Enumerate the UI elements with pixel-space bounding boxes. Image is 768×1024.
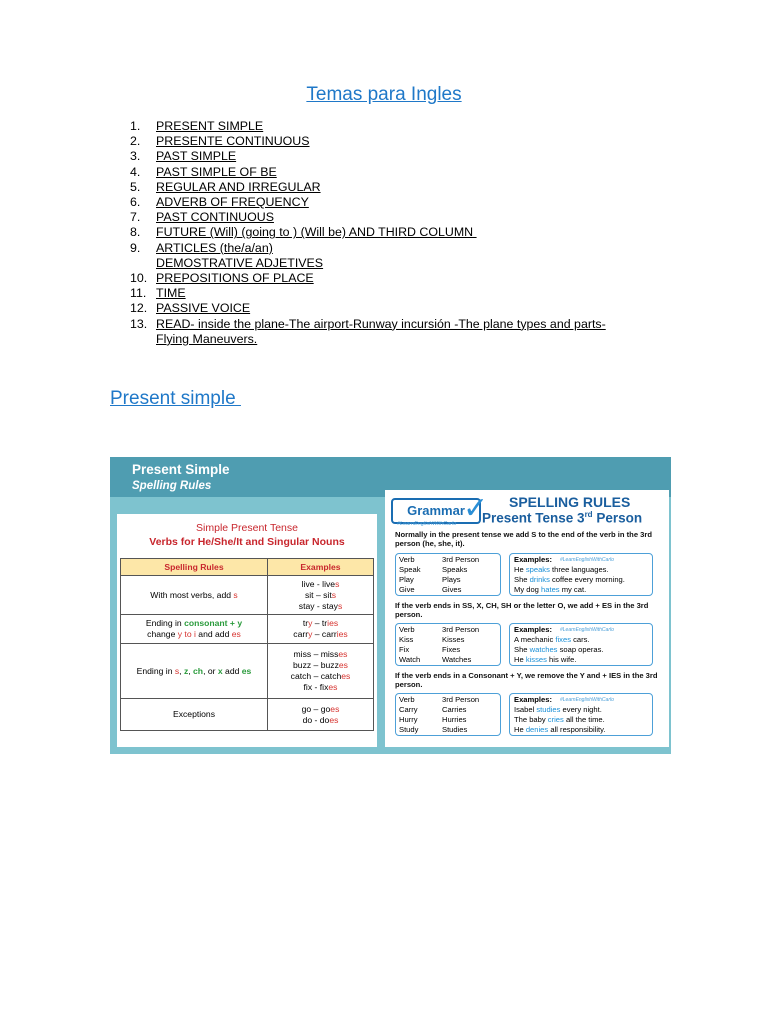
- rule-cell: Ending in consonant + y change y to i and add es: [121, 615, 268, 644]
- examples-cell: try – tries carry – carries: [268, 615, 374, 644]
- image-header-title: Present Simple: [132, 462, 230, 477]
- examples-cell: go – goes do - does: [268, 699, 374, 731]
- list-item[interactable]: [130, 165, 650, 180]
- list-item[interactable]: [130, 286, 650, 301]
- list-number: [130, 256, 156, 271]
- list-item[interactable]: [130, 241, 650, 256]
- topic-link[interactable]: FUTURE (Will) (going to ) (Will be) AND THIRD COLUMN: [156, 225, 477, 240]
- list-number: 5.: [130, 179, 141, 194]
- topic-link[interactable]: DEMOSTRATIVE ADJETIVES: [156, 255, 324, 270]
- card-subtitle: Verbs for He/She/It and Singular Nouns: [149, 536, 345, 548]
- grammar-badge: Grammar: [391, 498, 481, 524]
- list-number: 12.: [130, 301, 148, 316]
- spelling-table: [120, 558, 374, 731]
- rule-text: Normally in the present tense we add S to the end of the verb in the 3rd person (he, she, it).: [395, 530, 652, 548]
- simple-present-card: [117, 514, 377, 747]
- topic-link[interactable]: ADVERB OF FREQUENCY: [156, 195, 309, 210]
- verb-box: Verb 3rd Person Carry Carries Hurry Hurries Study Studies: [395, 693, 501, 736]
- topic-link[interactable]: PRESENTE CONTINUOUS: [156, 134, 310, 149]
- list-number: [130, 332, 156, 347]
- topic-link[interactable]: REGULAR AND IRREGULAR: [156, 179, 321, 194]
- table-row: [121, 699, 374, 731]
- list-item[interactable]: [130, 149, 650, 164]
- card-subtitle: Present Tense 3rd Person: [482, 510, 643, 526]
- examples-box: Examples: #LearnEnglishWithCarlo A mechanic fixes cars. She watches soap operas. He kisses his wife.: [509, 623, 653, 666]
- table-header-row: [121, 559, 374, 576]
- table-row: [121, 576, 374, 615]
- card-title: SPELLING RULES: [509, 494, 631, 510]
- list-item[interactable]: [130, 332, 650, 347]
- topic-link[interactable]: PAST CONTINUOUS: [156, 210, 274, 225]
- topic-link[interactable]: Flying Maneuvers.: [156, 331, 258, 346]
- list-number: 6.: [130, 195, 141, 210]
- list-number: 2.: [130, 134, 141, 149]
- rule-cell: With most verbs, add s: [121, 576, 268, 615]
- list-item[interactable]: [130, 256, 650, 271]
- topic-link[interactable]: PAST SIMPLE: [156, 149, 237, 164]
- checkmark-icon: ✓: [463, 492, 489, 525]
- list-item[interactable]: [130, 317, 650, 332]
- verb-box: Verb 3rd Person Kiss Kisses Fix Fixes Watch Watches: [395, 623, 501, 666]
- list-item[interactable]: [130, 271, 650, 286]
- spelling-rules-image: [110, 457, 671, 754]
- rule-cell: Exceptions: [121, 699, 268, 731]
- list-item[interactable]: [130, 225, 650, 240]
- list-number: 7.: [130, 210, 141, 225]
- list-item[interactable]: [130, 180, 650, 195]
- topics-list: [130, 119, 650, 347]
- verb-box: Verb 3rd Person Speak Speaks Play Plays Give Gives: [395, 553, 501, 596]
- list-item[interactable]: [130, 195, 650, 210]
- list-number: 8.: [130, 225, 141, 240]
- list-item[interactable]: [130, 134, 650, 149]
- topic-link[interactable]: PREPOSITIONS OF PLACE: [156, 271, 314, 286]
- examples-cell: miss – misses buzz – buzzes catch – catches fix - fixes: [268, 644, 374, 699]
- image-header-subtitle: Spelling Rules: [132, 480, 212, 492]
- list-number: 1.: [130, 119, 141, 133]
- list-number: 4.: [130, 164, 141, 179]
- examples-box: Examples: #LearnEnglishWithCarlo He speaks three languages. She drinks coffee every morning. My dog hates my cat.: [509, 553, 653, 596]
- rule-text: If the verb ends in SS, X, CH, SH or the letter O, we add + ES in the 3rd person.: [395, 601, 649, 619]
- topic-link[interactable]: READ- inside the plane-The airport-Runway incursión -The plane types and parts-: [156, 316, 606, 331]
- list-item[interactable]: [130, 210, 650, 225]
- table-row: [121, 644, 374, 699]
- spelling-rules-card: [385, 490, 669, 747]
- column-header: Spelling Rules: [121, 559, 268, 576]
- section-heading[interactable]: Present simple: [110, 388, 241, 409]
- examples-box: Examples: #LearnEnglishWithCarlo Isabel studies every night. The baby cries all the time. He denies all responsibility.: [509, 693, 653, 736]
- rule-cell: Ending in s, z, ch, or x add es: [121, 644, 268, 699]
- list-number: 13.: [130, 316, 148, 331]
- topic-link[interactable]: TIME: [156, 286, 186, 301]
- topic-link[interactable]: ARTICLES (the/a/an): [156, 240, 273, 255]
- table-row: [121, 615, 374, 644]
- list-number: 9.: [130, 240, 141, 255]
- topic-link[interactable]: PRESENT SIMPLE: [156, 119, 264, 133]
- list-number: 3.: [130, 149, 141, 164]
- examples-cell: live - lives sit – sits stay - stays: [268, 576, 374, 615]
- list-item[interactable]: [130, 119, 650, 134]
- topic-link[interactable]: PASSIVE VOICE: [156, 301, 251, 316]
- rule-text: If the verb ends in a Consonant + Y, we remove the Y and + IES in the 3rd person.: [395, 671, 658, 689]
- list-item[interactable]: [130, 301, 650, 316]
- column-header: Examples: [268, 559, 374, 576]
- list-number: 10.: [130, 271, 148, 286]
- document-title[interactable]: Temas para Ingles: [306, 84, 462, 105]
- hashtag: #LearnEnglishWithCarlo: [397, 521, 457, 527]
- card-title: Simple Present Tense: [196, 522, 298, 534]
- list-number: 11.: [130, 286, 147, 301]
- topic-link[interactable]: PAST SIMPLE OF BE: [156, 164, 277, 179]
